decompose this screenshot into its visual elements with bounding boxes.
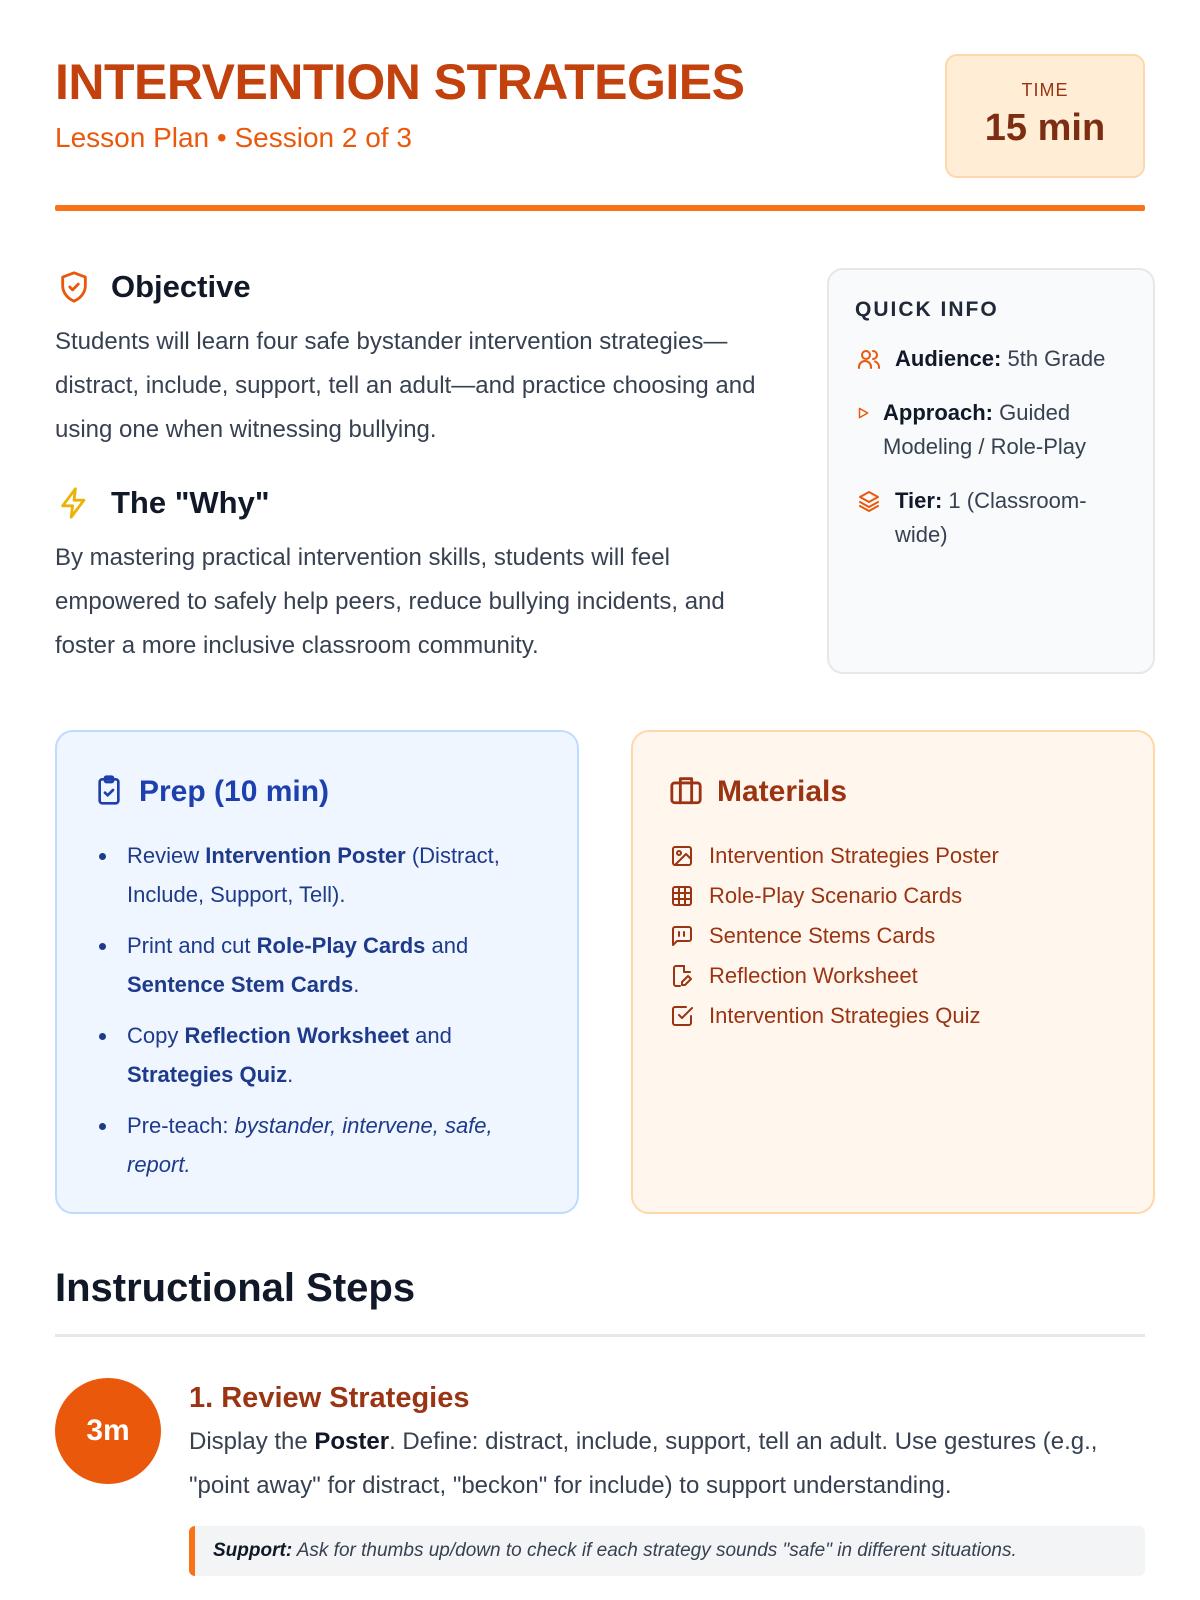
why-heading-row (55, 478, 775, 528)
material-item (669, 836, 1117, 876)
prep-heading-row (93, 770, 541, 814)
objective-text: Students will learn four safe bystander intervention strategies—distract, include, support, tell an adult—and practice choosing and using one when witnessing bullying. (55, 328, 756, 443)
objective-heading-row (55, 262, 775, 312)
grid-icon (669, 883, 695, 909)
prep-item (119, 836, 541, 914)
objective-section (55, 262, 775, 668)
prep-item-text: Copy (127, 1023, 185, 1048)
prep-heading: Prep (10 min) (139, 775, 330, 808)
shield-check-icon (55, 268, 93, 306)
prep-item-text: Pre-teach: (127, 1113, 235, 1138)
step-duration-badge: 3m (55, 1378, 161, 1484)
step-text-bold: Poster (314, 1428, 390, 1455)
material-item (669, 996, 1117, 1036)
prep-item-text: . (353, 972, 360, 997)
support-text: Ask for thumbs up/down to check if each strategy sounds "safe" in different situations. (292, 1540, 1017, 1561)
users-icon (855, 342, 883, 376)
prep-item-text: Print and cut (127, 933, 257, 958)
support-label: Support: (213, 1540, 293, 1561)
prep-item-text: (Distract, Include, Support, Tell). (127, 843, 500, 907)
quote-icon (669, 923, 695, 949)
tier-label: Tier: (895, 488, 943, 513)
material-label: Intervention Strategies Poster (709, 843, 999, 868)
tier-value: 1 (Classroom-wide) (895, 488, 1087, 547)
header-divider (55, 205, 1145, 211)
prep-item-bold: Sentence Stem Cards (127, 972, 354, 997)
support-note (189, 1526, 1145, 1576)
materials-heading: Materials (717, 775, 848, 808)
quick-info-tier (855, 484, 1127, 552)
play-icon (855, 396, 871, 430)
why-heading: The "Why" (111, 485, 270, 520)
steps-divider (55, 1334, 1145, 1337)
step-text (189, 1420, 1145, 1508)
why-text: By mastering practical intervention skills, students will feel empowered to safely help peers, reduce bullying incidents, and foster a more inclusive classroom community. (55, 544, 725, 659)
prep-item-italic: bystander, intervene, safe, report. (127, 1113, 493, 1177)
materials-list (669, 836, 1117, 1036)
audience-value: 5th Grade (1007, 346, 1106, 371)
objective-heading: Objective (111, 269, 251, 304)
material-item (669, 956, 1117, 996)
material-label: Reflection Worksheet (709, 963, 918, 988)
step-title: 1. Review Strategies (189, 1382, 470, 1414)
material-item (669, 876, 1117, 916)
prep-item-bold: Reflection Worksheet (184, 1023, 410, 1048)
briefcase-icon (669, 773, 703, 812)
prep-card (55, 730, 579, 1214)
clipboard-check-icon (93, 774, 125, 811)
step-text-part: . Define: distract, include, support, tell an adult. Use gestures (e.g., "point away" for distract, "beckon" for include) to support understanding. (189, 1428, 1098, 1499)
layers-icon (855, 484, 883, 518)
prep-item-text: . (287, 1062, 294, 1087)
approach-value: Guided Modeling / Role-Play (883, 400, 1086, 459)
page-subtitle: Lesson Plan • Session 2 of 3 (55, 122, 412, 153)
prep-list (93, 836, 541, 1184)
material-item (669, 916, 1117, 956)
page-title: INTERVENTION STRATEGIES (55, 54, 745, 110)
step-body (189, 1378, 1145, 1576)
material-label: Sentence Stems Cards (709, 923, 936, 948)
quick-info-panel (827, 268, 1155, 674)
material-label: Role-Play Scenario Cards (709, 883, 963, 908)
file-edit-icon (669, 963, 695, 989)
prep-item-text: and (409, 1023, 452, 1048)
audience-label: Audience: (895, 346, 1002, 371)
prep-item-bold: Strategies Quiz (127, 1062, 288, 1087)
time-value: 15 min (984, 107, 1106, 149)
materials-heading-row (669, 770, 1117, 814)
prep-item (119, 926, 541, 1004)
quick-info-approach (855, 396, 1127, 464)
prep-item-text: Review (127, 843, 206, 868)
image-icon (669, 843, 695, 869)
page-header (55, 52, 1145, 212)
lightning-icon (55, 484, 93, 522)
approach-label: Approach: (883, 400, 993, 425)
time-badge (945, 54, 1145, 178)
prep-item-bold: Role-Play Cards (256, 933, 426, 958)
quick-info-audience (855, 342, 1127, 376)
prep-item-text: and (425, 933, 469, 958)
quick-info-heading: QUICK INFO (855, 298, 999, 321)
materials-card (631, 730, 1155, 1214)
prep-item (119, 1106, 541, 1184)
step-text-part: Display the (189, 1428, 315, 1455)
step-item (55, 1378, 1145, 1588)
checkbox-icon (669, 1003, 695, 1029)
prep-item-bold: Intervention Poster (205, 843, 406, 868)
prep-item (119, 1016, 541, 1094)
time-label: TIME (1021, 80, 1069, 100)
material-label: Intervention Strategies Quiz (709, 1003, 981, 1028)
steps-heading: Instructional Steps (55, 1266, 416, 1310)
